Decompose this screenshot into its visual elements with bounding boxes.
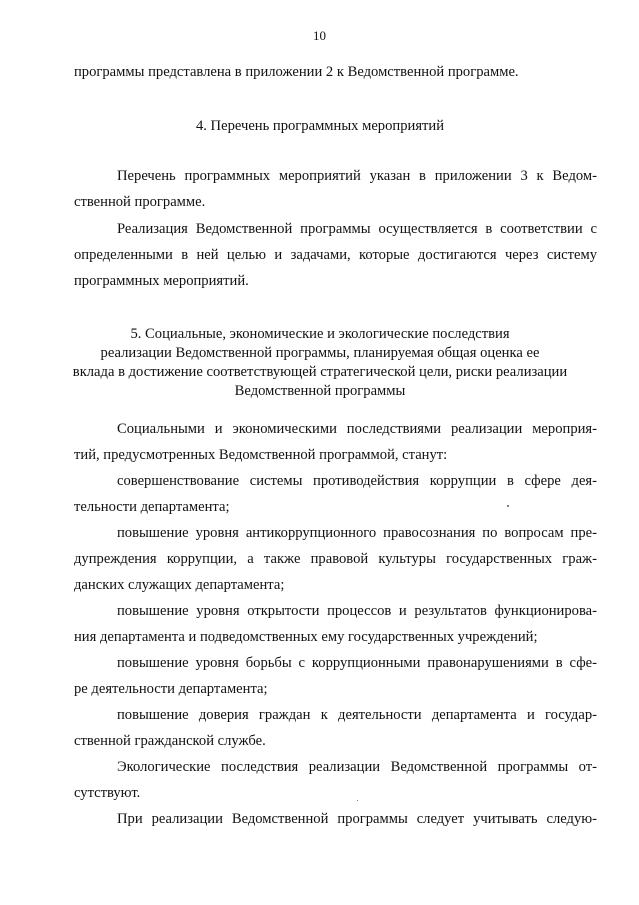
text-line: программных мероприятий.: [74, 273, 249, 289]
text-line: ре деятельности департамента;: [74, 681, 268, 697]
heading-line: реализации Ведомственной программы, планируемая общая оценка ее: [100, 345, 540, 361]
paragraph: [74, 468, 597, 520]
paragraph: [74, 702, 597, 754]
heading-line: 5. Социальные, экономические и экологические последствия: [130, 326, 510, 342]
section-4-heading: 4. Перечень программных мероприятий: [195, 118, 445, 134]
text-line: повышение доверия граждан к деятельности департамента и государ-: [117, 707, 597, 723]
text-line: тий, предусмотренных Ведомственной программой, станут:: [74, 447, 448, 463]
text-line: тельности департамента;: [74, 499, 230, 515]
text-line: совершенствование системы противодействия коррупции в сфере дея-: [117, 473, 597, 489]
text-line: сутствуют.: [74, 785, 141, 801]
paragraph: [74, 754, 597, 806]
text-line: повышение уровня антикоррупционного правосознания по вопросам пре-: [117, 525, 597, 541]
text-line: определенными в ней целью и задачами, которые достигаются через систему: [74, 247, 597, 263]
scan-speck: [357, 800, 358, 801]
text-line: программы представлена в приложении 2 к Ведомственной программе.: [74, 64, 519, 80]
text-line: Экологические последствия реализации Ведомственной программы от-: [117, 759, 597, 775]
section-4-paragraph-1: [74, 163, 597, 215]
paragraph: [74, 416, 597, 468]
page-number: 10: [313, 28, 326, 43]
text-line: ственной гражданской службе.: [74, 733, 266, 749]
text-line: ния департамента и подведомственных ему государственных учреждений;: [74, 629, 538, 645]
text-line: Социальными и экономическими последствиями реализации мероприя-: [117, 421, 597, 437]
section-5-heading: [40, 325, 600, 401]
text-line: Перечень программных мероприятий указан в приложении 3 к Ведом-: [117, 168, 597, 184]
text-line: Реализация Ведомственной программы осуществляется в соответствии с: [117, 221, 597, 237]
section-4-paragraph-2: [74, 216, 597, 294]
text-line: повышение уровня борьбы с коррупционными правонарушениями в сфе-: [117, 655, 597, 671]
text-line: ственной программе.: [74, 194, 206, 210]
paragraph: [74, 598, 597, 650]
text-line: данских служащих департамента;: [74, 577, 285, 593]
text-line: При реализации Ведомственной программы следует учитывать следую-: [117, 811, 597, 827]
scan-speck: [507, 505, 509, 507]
section-5-body: [74, 416, 597, 832]
text-line: дупреждения коррупции, а также правовой культуры государственных граж-: [74, 551, 597, 567]
text-line: повышение уровня открытости процессов и результатов функционирова-: [117, 603, 597, 619]
paragraph: [74, 520, 597, 598]
paragraph: [74, 650, 597, 702]
heading-line: вклада в достижение соответствующей стратегической цели, риски реализации: [72, 364, 568, 380]
paragraph: [74, 806, 597, 832]
intro-paragraph: [74, 59, 597, 85]
heading-line: Ведомственной программы: [234, 383, 406, 399]
